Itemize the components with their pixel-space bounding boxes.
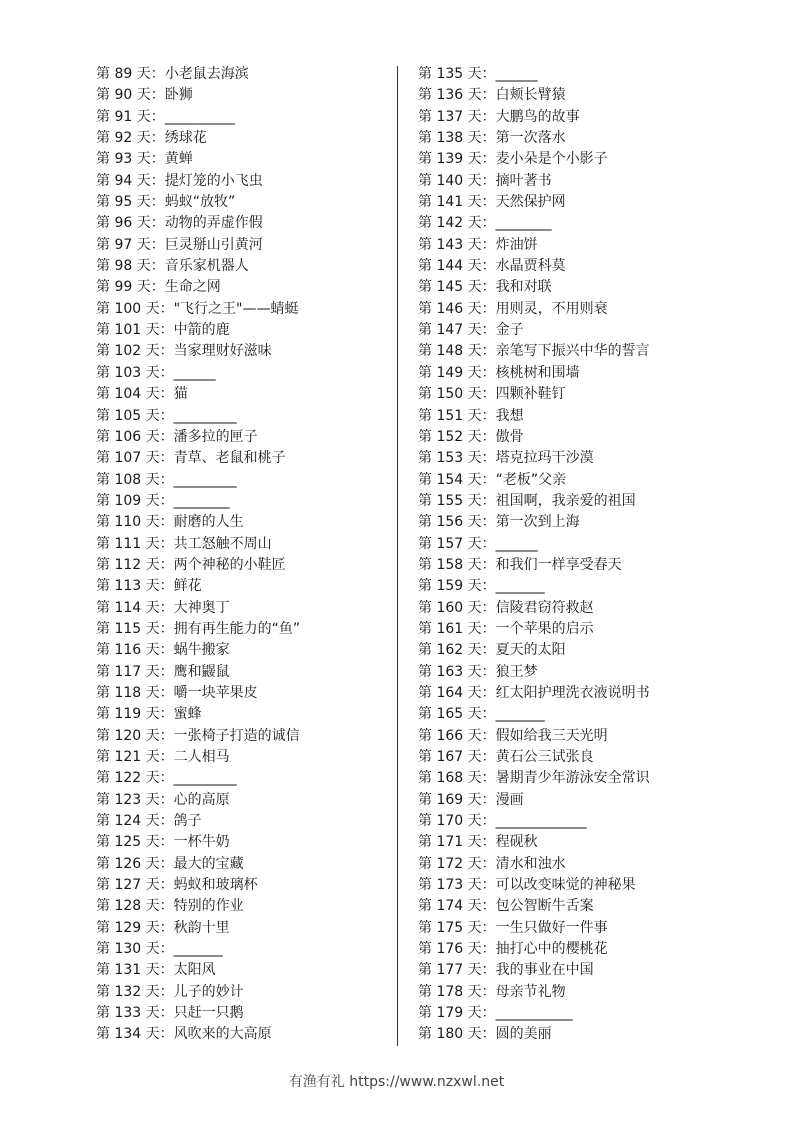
list-item: 第 164 天：红太阳护理洗衣液说明书 xyxy=(418,684,650,701)
list-item: 第 156 天：第一次到上海 xyxy=(418,514,580,531)
list-item: 第 100 天："飞行之王"——蜻蜓 xyxy=(96,300,299,317)
list-item: 第 168 天：暑期青少年游泳安全常识 xyxy=(418,770,650,787)
list-item: 第 89 天：小老鼠去海滨 xyxy=(96,66,249,82)
list-item: 第 133 天：只赶一只鹅 xyxy=(96,1005,244,1022)
list-item: 第 105 天：_________ xyxy=(96,407,237,424)
list-item: 第 107 天：青草、老鼠和桃子 xyxy=(96,450,286,467)
list-item: 第 140 天：摘叶著书 xyxy=(418,172,552,189)
list-item: 第 167 天：黄石公三试张良 xyxy=(418,749,594,765)
list-item: 第 129 天：秋韵十里 xyxy=(96,919,230,936)
list-item: 第 114 天：大神奥丁 xyxy=(96,599,230,616)
list-item: 第 109 天：________ xyxy=(96,492,230,509)
list-item: 第 137 天：大鹏鸟的故事 xyxy=(418,108,580,125)
list-item: 第 128 天：特别的作业 xyxy=(96,898,244,915)
list-item: 第 101 天：中箭的鹿 xyxy=(96,322,230,339)
list-item: 第 98 天：音乐家机器人 xyxy=(96,258,249,275)
list-item: 第 123 天：心的高原 xyxy=(96,791,230,808)
list-item: 第 180 天：圆的美丽 xyxy=(418,1026,552,1043)
list-item: 第 102 天：当家理财好滋味 xyxy=(96,343,272,360)
list-item: 第 177 天：我的事业在中国 xyxy=(418,962,594,979)
list-item: 第 175 天：一生只做好一件事 xyxy=(418,919,608,936)
list-item: 第 139 天：麦小朵是个小影子 xyxy=(418,151,608,168)
list-item: 第 169 天：漫画 xyxy=(418,791,524,808)
list-item: 第 161 天：一个苹果的启示 xyxy=(418,620,594,637)
list-item: 第 96 天：动物的弄虚作假 xyxy=(96,215,263,232)
list-item: 第 108 天：_________ xyxy=(96,471,237,488)
list-item: 第 173 天：可以改变味觉的神秘果 xyxy=(418,877,636,894)
list-item: 第 135 天：______ xyxy=(418,66,538,82)
list-item: 第 138 天：第一次落水 xyxy=(418,130,566,147)
list-item: 第 141 天：天然保护网 xyxy=(418,194,566,211)
list-item: 第 118 天：嚼一块苹果皮 xyxy=(96,684,258,701)
list-item: 第 127 天：蚂蚁和玻璃杯 xyxy=(96,877,258,894)
list-item: 第 152 天：傲骨 xyxy=(418,428,524,445)
list-item: 第 145 天：我和对联 xyxy=(418,279,552,296)
list-item: 第 165 天：_______ xyxy=(418,706,545,723)
list-item: 第 117 天：鹰和鼹鼠 xyxy=(96,663,230,680)
list-item: 第 125 天：一杯牛奶 xyxy=(96,834,230,851)
list-item: 第 171 天：程砚秋 xyxy=(418,834,538,851)
list-item: 第 158 天：和我们一样享受春天 xyxy=(418,556,622,573)
list-item: 第 104 天：猫 xyxy=(96,386,188,403)
column-divider xyxy=(397,66,398,1046)
list-item: 第 126 天：最大的宝藏 xyxy=(96,855,244,872)
list-item: 第 172 天：清水和浊水 xyxy=(418,855,566,872)
list-item: 第 178 天：母亲节礼物 xyxy=(418,983,566,1000)
list-item: 第 147 天：金子 xyxy=(418,322,524,339)
list-item: 第 120 天：一张椅子打造的诚信 xyxy=(96,727,300,744)
list-item: 第 176 天：抽打心中的樱桃花 xyxy=(418,941,608,958)
list-item: 第 115 天：拥有再生能力的“鱼” xyxy=(96,620,301,637)
list-item: 第 103 天：______ xyxy=(96,364,216,381)
list-item: 第 106 天：潘多拉的匣子 xyxy=(96,428,258,445)
list-item: 第 92 天：绣球花 xyxy=(96,130,207,147)
footer-watermark: 有渔有礼 https://www.nzxwl.net xyxy=(288,1074,505,1090)
list-item: 第 159 天：_______ xyxy=(418,578,545,595)
list-item: 第 97 天：巨灵掰山引黄河 xyxy=(96,236,263,253)
left-column xyxy=(96,64,388,1046)
list-item: 第 131 天：太阳风 xyxy=(96,962,216,979)
list-item: 第 111 天：共工怒触不周山 xyxy=(96,535,272,552)
list-item: 第 112 天：两个神秘的小鞋匠 xyxy=(96,556,286,573)
list-item: 第 166 天：假如给我三天光明 xyxy=(418,727,608,744)
list-item: 第 136 天：白颊长臂猿 xyxy=(418,87,566,104)
list-item: 第 134 天：风吹来的大高原 xyxy=(96,1026,272,1043)
list-item: 第 179 天：___________ xyxy=(418,1005,573,1022)
list-item: 第 146 天：用则灵，不用则衰 xyxy=(418,300,608,317)
list-item: 第 91 天：__________ xyxy=(96,108,235,125)
list-item: 第 93 天：黄蝉 xyxy=(96,151,193,168)
list-item: 第 151 天：我想 xyxy=(418,407,524,424)
list-item: 第 155 天：祖国啊，我亲爱的祖国 xyxy=(418,492,636,509)
list-item: 第 160 天：信陵君窃符救赵 xyxy=(418,599,594,616)
list-item: 第 153 天：塔克拉玛干沙漠 xyxy=(418,450,594,467)
list-item: 第 90 天：卧狮 xyxy=(96,87,193,104)
list-item: 第 132 天：儿子的妙计 xyxy=(96,983,244,1000)
list-item: 第 157 天：______ xyxy=(418,535,538,552)
list-item: 第 148 天：亲笔写下振兴中华的誓言 xyxy=(418,343,650,360)
list-item: 第 150 天：四颗补鞋钉 xyxy=(418,386,566,403)
list-item: 第 144 天：水晶贾科莫 xyxy=(418,258,566,275)
list-item: 第 110 天：耐磨的人生 xyxy=(96,514,244,531)
list-item: 第 124 天：鸽子 xyxy=(96,813,202,830)
list-item: 第 130 天：_______ xyxy=(96,941,223,958)
list-item: 第 116 天：蜗牛搬家 xyxy=(96,642,230,659)
list-item: 第 113 天：鲜花 xyxy=(96,578,202,595)
list-item: 第 149 天：核桃树和围墙 xyxy=(418,364,580,381)
right-column xyxy=(418,64,718,1046)
list-item: 第 142 天：________ xyxy=(418,215,552,232)
list-item: 第 143 天：炸油饼 xyxy=(418,236,538,253)
list-item: 第 99 天：生命之网 xyxy=(96,279,221,296)
list-item: 第 170 天：_____________ xyxy=(418,813,587,830)
list-item: 第 95 天：蚂蚁“放牧” xyxy=(96,194,236,211)
list-item: 第 162 天：夏天的太阳 xyxy=(418,642,566,659)
list-item: 第 163 天：狼王梦 xyxy=(418,663,538,680)
list-item: 第 94 天：提灯笼的小飞虫 xyxy=(96,172,263,189)
list-item: 第 122 天：_________ xyxy=(96,770,237,787)
list-item: 第 119 天：蜜蜂 xyxy=(96,706,202,723)
list-item: 第 154 天：“老板”父亲 xyxy=(418,471,567,488)
list-item: 第 121 天：二人相马 xyxy=(96,749,230,765)
list-item: 第 174 天：包公智断牛舌案 xyxy=(418,898,594,915)
